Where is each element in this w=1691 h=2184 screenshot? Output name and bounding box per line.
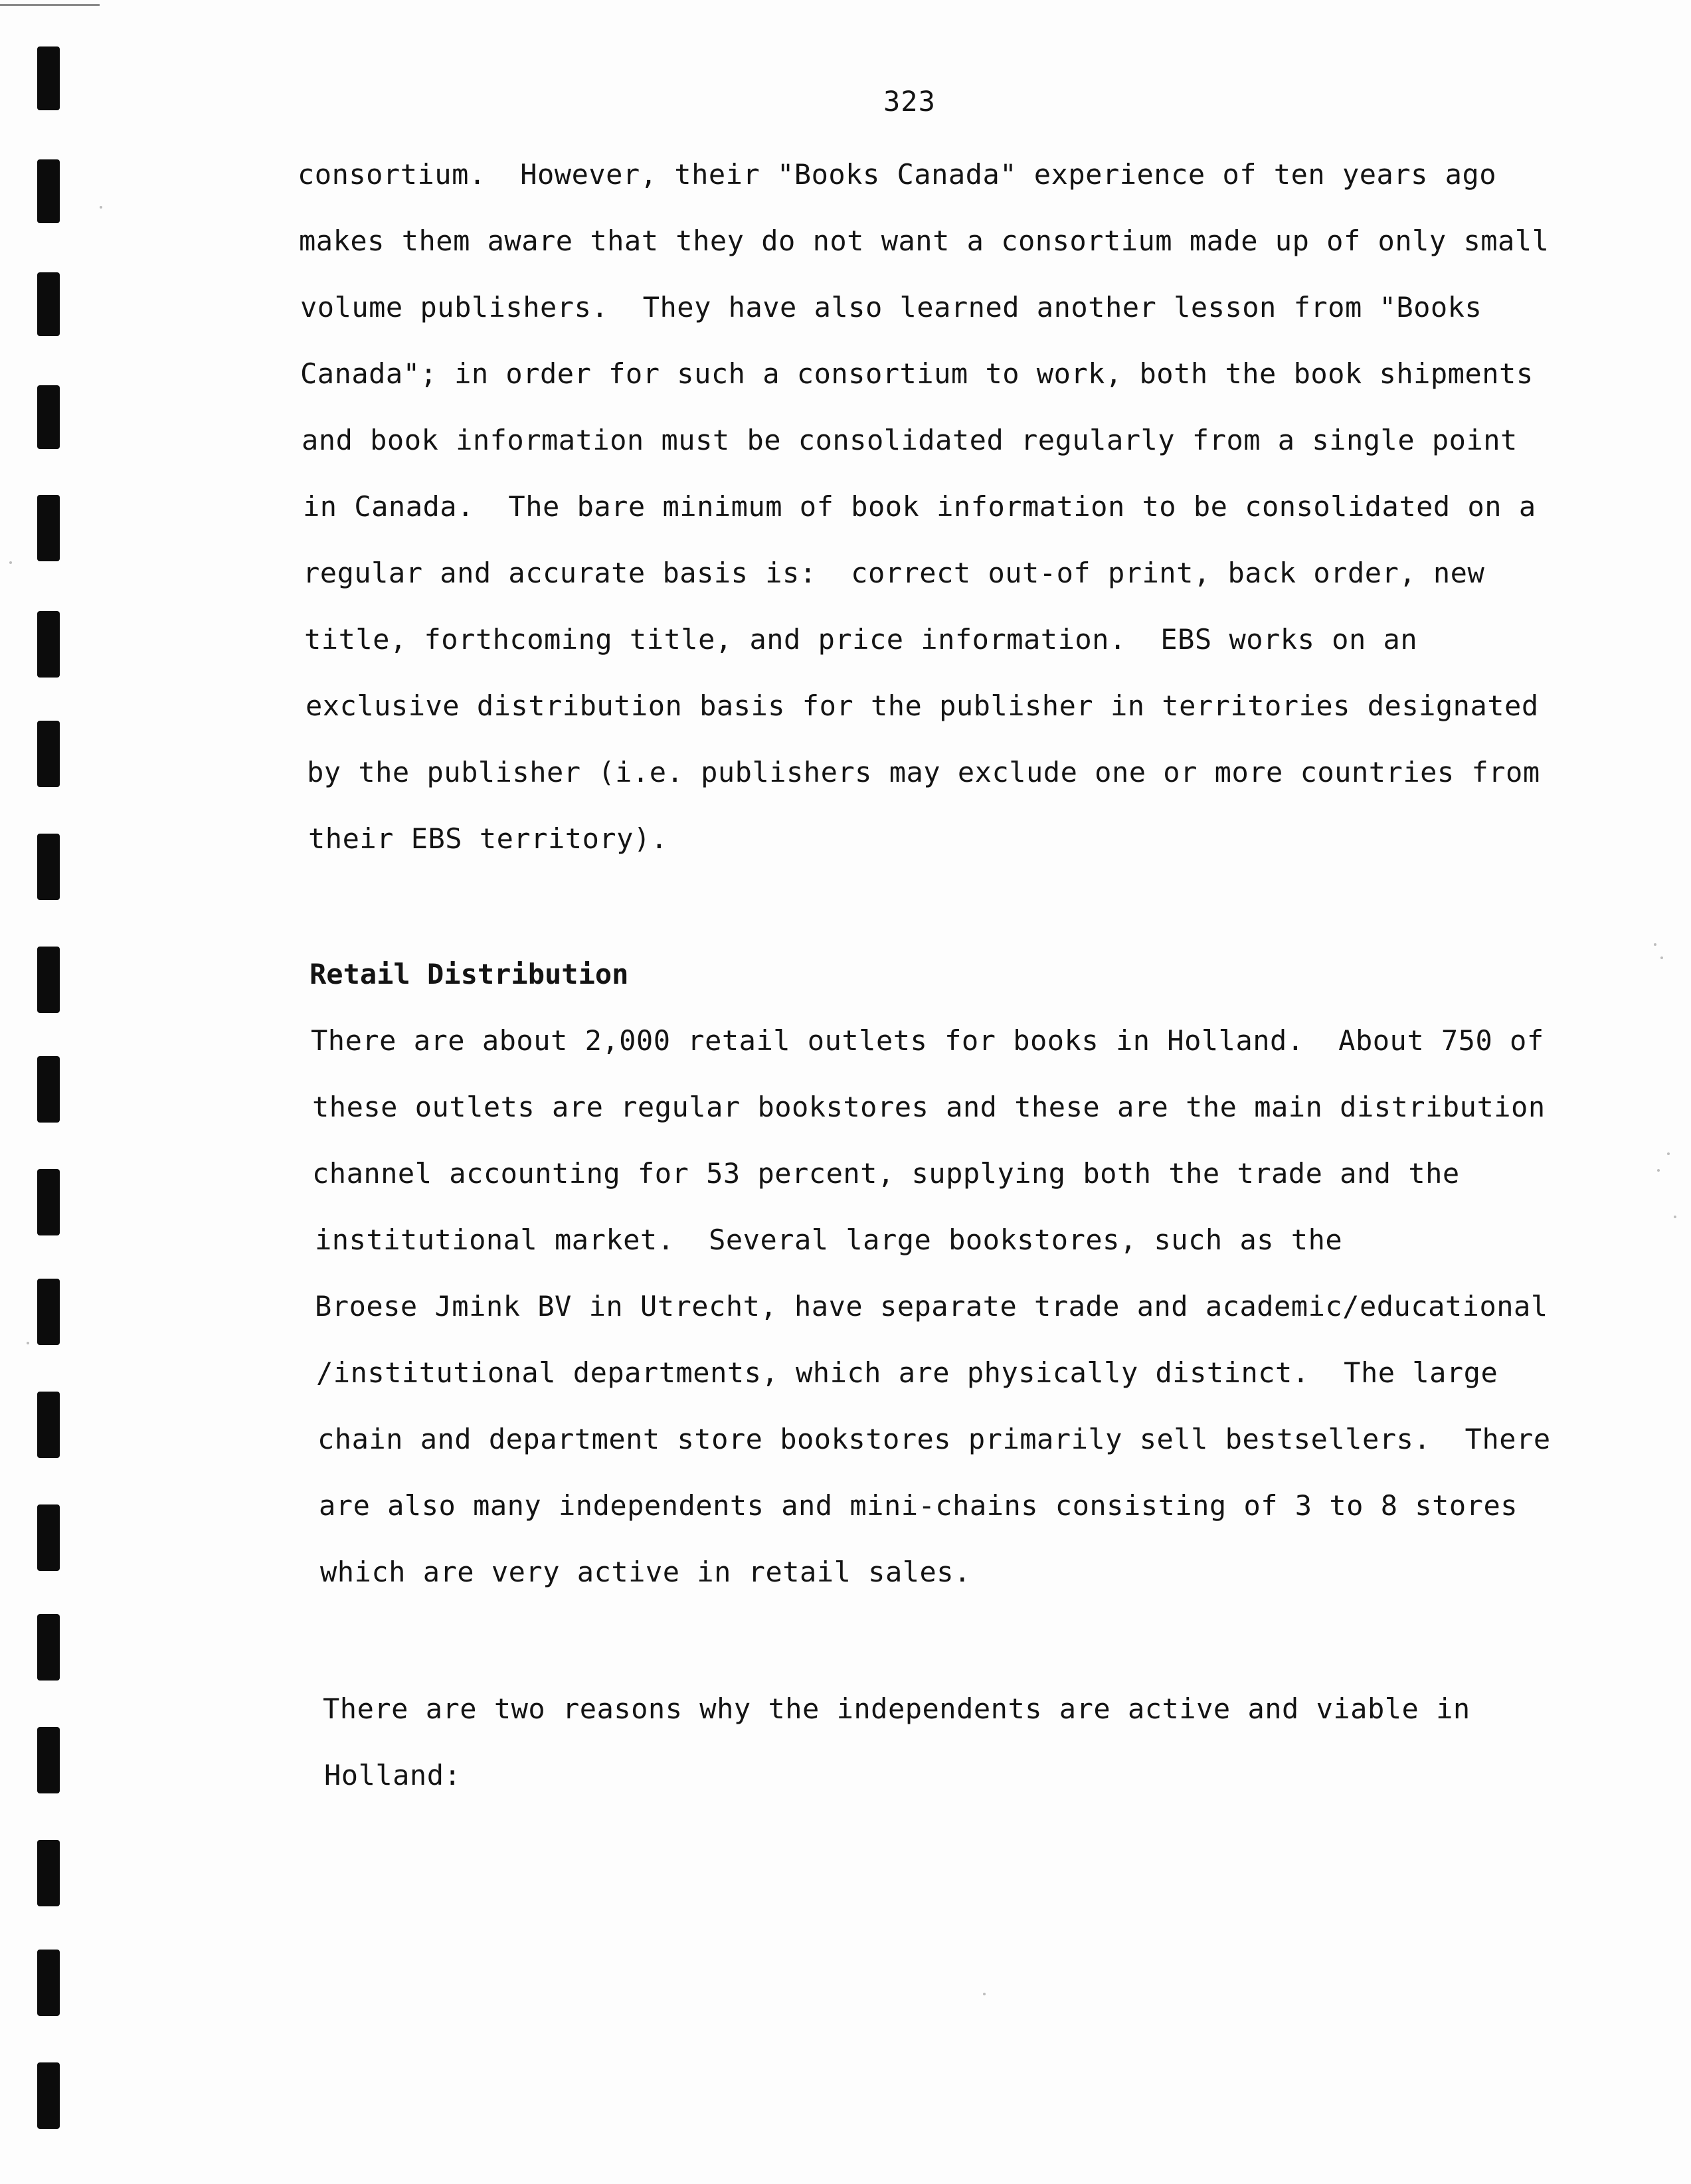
section-heading: Retail Distribution xyxy=(310,958,629,990)
binding-mark xyxy=(37,272,60,336)
scan-speck xyxy=(1654,943,1656,946)
text-line: Holland: xyxy=(324,1759,462,1791)
scan-speck xyxy=(1674,1216,1676,1218)
text-line: in Canada. The bare minimum of book information to be consolidated on a xyxy=(303,490,1536,523)
binding-mark xyxy=(37,1504,60,1571)
scan-speck xyxy=(9,561,12,564)
text-line: are also many independents and mini-chains consisting of 3 to 8 stores xyxy=(319,1489,1518,1522)
text-line: their EBS territory). xyxy=(308,822,668,855)
binding-mark xyxy=(37,46,60,110)
text-line: /institutional departments, which are physically distinct. The large xyxy=(316,1356,1498,1389)
text-line: There are two reasons why the independents are active and viable in xyxy=(323,1692,1470,1725)
binding-mark xyxy=(37,1056,60,1123)
text-line: these outlets are regular bookstores and these are the main distribution xyxy=(312,1091,1546,1123)
binding-mark xyxy=(37,159,60,223)
binding-mark xyxy=(37,1840,60,1906)
text-line: regular and accurate basis is: correct out-of print, back order, new xyxy=(303,557,1485,589)
text-line: volume publishers. They have also learned another lesson from "Books xyxy=(300,291,1482,323)
scan-speck xyxy=(1657,1169,1660,1172)
binding-mark xyxy=(37,385,60,449)
text-line: institutional market. Several large bookstores, such as the xyxy=(315,1224,1343,1256)
text-line: There are about 2,000 retail outlets for books in Holland. About 750 of xyxy=(311,1024,1544,1057)
scan-speck xyxy=(1667,1152,1670,1155)
text-line: makes them aware that they do not want a consortium made up of only small xyxy=(299,225,1550,257)
binding-mark xyxy=(37,2062,60,2129)
binding-mark xyxy=(37,1614,60,1681)
binding-mark xyxy=(37,1392,60,1458)
page-number: 323 xyxy=(883,85,936,118)
binding-mark xyxy=(37,834,60,900)
scan-speck xyxy=(983,1993,986,1995)
binding-mark xyxy=(37,721,60,787)
binding-mark xyxy=(37,1950,60,2016)
text-line: title, forthcoming title, and price information. EBS works on an xyxy=(304,623,1418,656)
text-line: which are very active in retail sales. xyxy=(320,1556,971,1588)
scan-edge-line xyxy=(0,4,100,6)
binding-mark xyxy=(37,1727,60,1793)
binding-mark xyxy=(37,1169,60,1235)
text-line: chain and department store bookstores primarily sell bestsellers. There xyxy=(317,1423,1551,1455)
text-line: Broese Jmink BV in Utrecht, have separate trade and academic/educational xyxy=(315,1290,1548,1322)
text-line: and book information must be consolidated regularly from a single point xyxy=(302,424,1518,456)
binding-mark xyxy=(37,495,60,561)
scan-speck xyxy=(1660,956,1663,959)
binding-mark xyxy=(37,947,60,1013)
text-line: by the publisher (i.e. publishers may exclude one or more countries from xyxy=(307,756,1540,788)
scan-speck xyxy=(100,206,102,209)
binding-mark xyxy=(37,1279,60,1345)
text-line: channel accounting for 53 percent, supplying both the trade and the xyxy=(312,1157,1460,1190)
text-line: consortium. However, their "Books Canada" experience of ten years ago xyxy=(298,158,1497,191)
scan-speck xyxy=(27,1342,29,1344)
binding-mark xyxy=(37,611,60,678)
text-line: exclusive distribution basis for the publisher in territories designated xyxy=(306,689,1539,722)
text-line: Canada"; in order for such a consortium to work, both the book shipments xyxy=(300,357,1534,390)
